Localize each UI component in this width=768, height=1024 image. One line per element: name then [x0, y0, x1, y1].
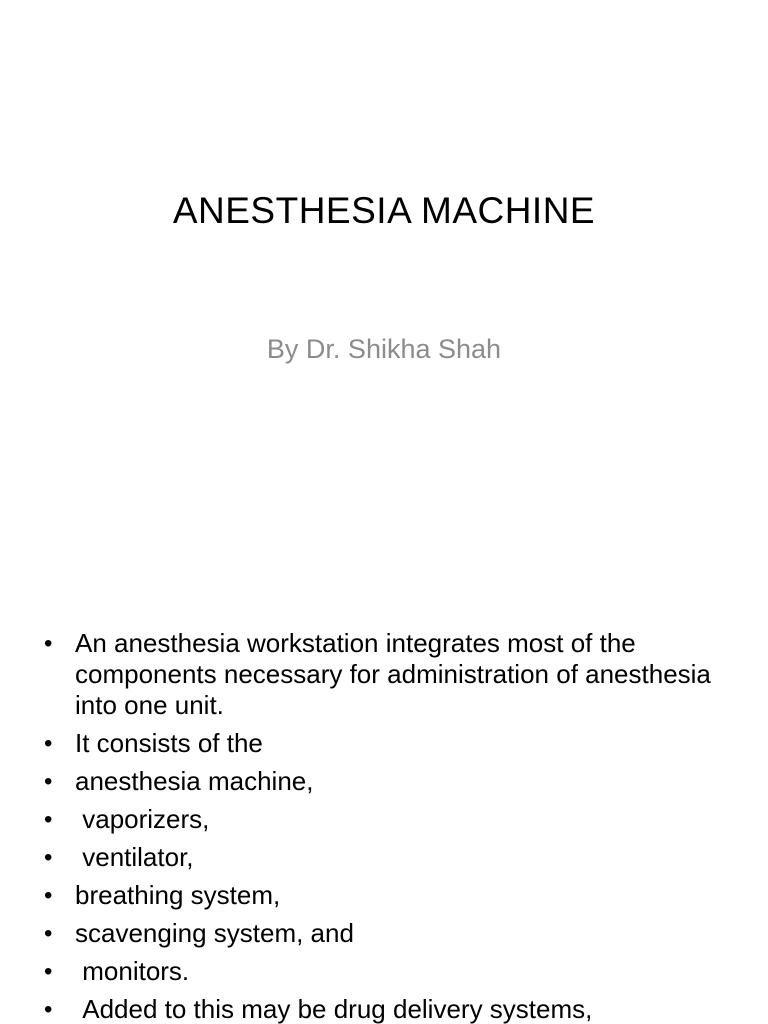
- bullet-text: breathing system,: [75, 880, 281, 910]
- bullet-icon: •: [44, 730, 53, 757]
- bullet-icon: •: [44, 768, 53, 795]
- list-item: [44, 956, 734, 987]
- list-item: [44, 804, 734, 835]
- list-item: [44, 918, 734, 949]
- bullet-icon: •: [44, 920, 53, 947]
- list-item: [44, 994, 734, 1024]
- slide-title: ANESTHESIA MACHINE: [172, 190, 596, 231]
- list-item: [44, 766, 734, 797]
- bullet-icon: •: [44, 806, 53, 833]
- bullet-text: An anesthesia workstation integrates most of the components necessary for administration of anesthesia into one unit.: [75, 628, 719, 720]
- bullet-icon: •: [44, 882, 53, 909]
- bullet-icon: •: [44, 996, 53, 1023]
- bullet-icon: •: [44, 630, 53, 657]
- bullet-text: Added to this may be drug delivery systems,: [75, 994, 593, 1024]
- list-item: [44, 880, 734, 911]
- list-item: [44, 728, 734, 759]
- bullet-text: scavenging system, and: [75, 918, 354, 948]
- bullet-text: anesthesia machine,: [75, 766, 314, 796]
- bullet-text: vaporizers,: [75, 804, 210, 834]
- bullet-list: [44, 628, 734, 1024]
- bullet-text: ventilator,: [75, 842, 194, 872]
- bullet-icon: •: [44, 958, 53, 985]
- bullet-text: monitors.: [75, 956, 190, 986]
- content-slide: [0, 576, 768, 1024]
- slide-subtitle: By Dr. Shikha Shah: [266, 334, 502, 364]
- list-item: [44, 842, 734, 873]
- bullet-text: It consists of the: [75, 728, 263, 758]
- list-item: [44, 628, 734, 721]
- bullet-icon: •: [44, 844, 53, 871]
